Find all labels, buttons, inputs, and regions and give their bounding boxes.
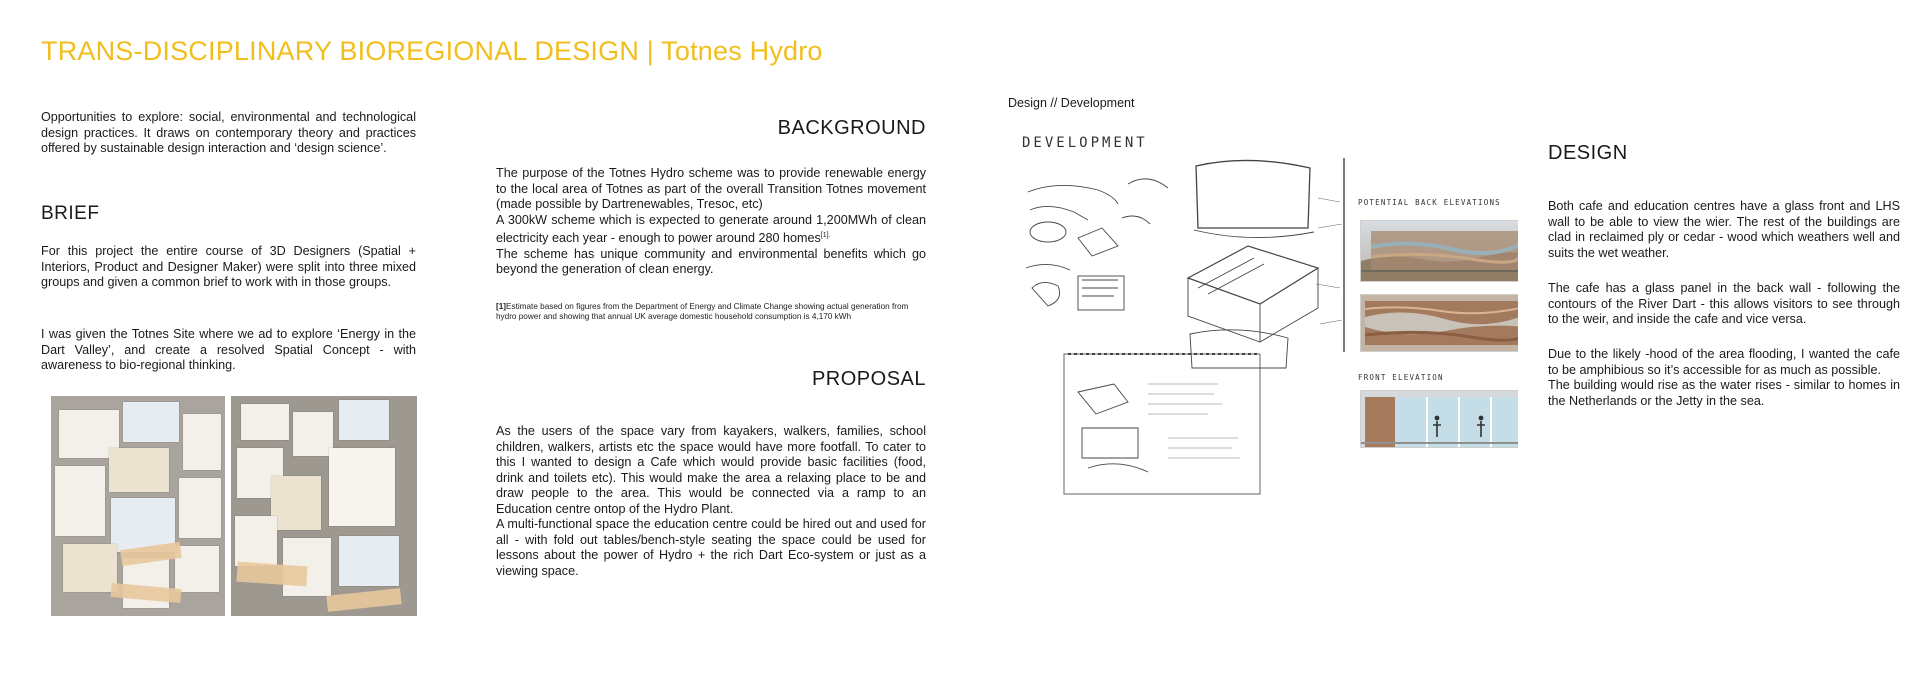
footnote-ref: [1]. [820, 232, 831, 239]
page-title: TRANS-DISCIPLINARY BIOREGIONAL DESIGN | Totnes Hydro [41, 36, 823, 66]
proposal-heading: PROPOSAL [811, 368, 926, 390]
footnote-text: Estimate based on figures from the Department of Energy and Climate Change showing actual generation from hydro power and showing that annual UK average domestic household consumption is 4,170 kWh [496, 302, 909, 321]
moodboard-photo-2 [231, 396, 417, 616]
front-elevation-render [1360, 390, 1518, 448]
back-elevation-label: POTENTIAL BACK ELEVATIONS [1358, 198, 1501, 207]
background-paragraph-2 [496, 213, 926, 247]
design-paragraph-3: Due to the likely -hood of the area flooding, I wanted the cafe to be amphibious so it’s accessible for as much as possible. [1548, 347, 1900, 377]
development-sketch-sheet [1018, 128, 1518, 500]
intro-text: Opportunities to explore: social, environmental and technological design practices. It draws on contemporary theory and practices offered by sustainable design interaction and ‘design science’. [41, 110, 416, 155]
design-paragraph-1: Both cafe and education centres have a glass front and LHS wall to be able to view the wier. The rest of the buildings are clad in reclaimed ply or cedar - wood which weathers well and suits the wet weather. [1548, 199, 1900, 260]
background-paragraph-2-text: A 300kW scheme which is expected to generate around 1,200MWh of clean electricity each year - enough to power around 280 homes [496, 212, 926, 246]
background-heading: BACKGROUND [777, 117, 926, 139]
background-text [496, 166, 926, 278]
design-paragraph-3-4 [1548, 347, 1900, 409]
design-paragraph-2: The cafe has a glass panel in the back wall - following the contours of the River Dart - this allows visitors to see through to the weir, and inside the cafe and vice versa. [1548, 281, 1900, 326]
brief-paragraph-1: For this project the entire course of 3D Designers (Spatial + Interiors, Product and Designer Maker) were split into three mixed groups and given a common brief to work with in those groups. [41, 244, 416, 289]
brief-heading: BRIEF [41, 203, 100, 224]
design-heading: DESIGN [1548, 142, 1628, 164]
proposal-paragraph-2: A multi-functional space the education centre could be hired out and used for all - with fold out tables/bench-style seating the space could be used for lessons about the power of Hydro + the rich Dart Eco-system or just as a viewing space. [496, 517, 926, 578]
back-elevation-render-2 [1360, 294, 1518, 352]
design-paragraph-4: The building would rise as the water rises - similar to homes in the Netherlands or the Jetty in the sea. [1548, 378, 1900, 408]
moodboard-photo-1 [51, 396, 225, 616]
front-elevation-label: FRONT ELEVATION [1358, 373, 1444, 382]
footnote [496, 302, 916, 322]
brief-paragraph-2: I was given the Totnes Site where we ad to explore ‘Energy in the Dart Valley’, and create a resolved Spatial Concept - with awareness to bio-regional thinking. [41, 327, 416, 372]
background-paragraph-1: The purpose of the Totnes Hydro scheme was to provide renewable energy to the local area of Totnes as part of the overall Transition Totnes movement (made possible by Dartrenewables, Tresoc, etc) [496, 166, 926, 211]
proposal-text [496, 424, 926, 579]
back-elevation-render-1 [1360, 220, 1518, 282]
background-paragraph-3: The scheme has unique community and environmental benefits which go beyond the generation of clean energy. [496, 246, 926, 277]
proposal-paragraph-1: As the users of the space vary from kayakers, walkers, families, school children, walkers, artists etc the space would have more footfall. To cater to this I wanted to design a Cafe which would provide basic facilities (food, drink and toilets etc). This would make the area a relaxing place to be and draw people to the area. This would be connected via a ramp to an Education centre ontop of the Hydro Plant. [496, 424, 926, 516]
design-development-label: Design // Development [1008, 96, 1135, 110]
development-sketch-title: DEVELOPMENT [1022, 135, 1148, 151]
footnote-number: [1] [496, 302, 507, 311]
